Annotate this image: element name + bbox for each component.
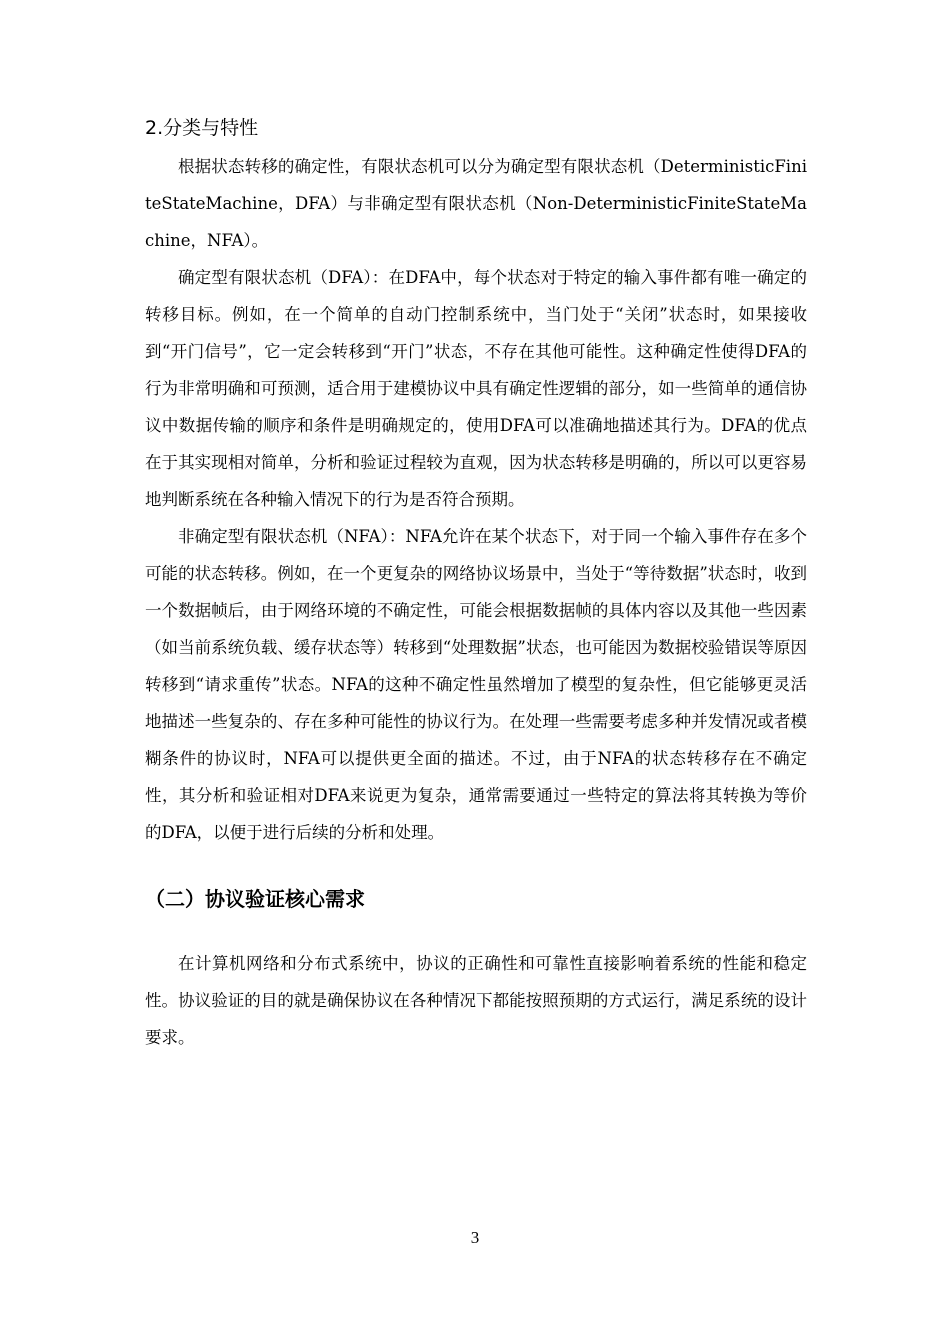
body-paragraph: 在计算机网络和分布式系统中，协议的正确性和可靠性直接影响着系统的性能和稳定性。协议验证的目的就是确保协议在各种情况下都能按照预期的方式运行，满足系统的设计要求。 xyxy=(145,954,807,1047)
body-paragraph: 确定型有限状态机（DFA）：在DFA中，每个状态对于特定的输入事件都有唯一确定的转移目标。例如，在一个简单的自动门控制系统中，当门处于“关闭”状态时，如果接收到“开门信号”，它一定会转移到“开门”状态，不存在其他可能性。这种确定性使得DFA的行为非常明确和可预测，适合用于建模协议中具有确定性逻辑的部分，如一些简单的通信协议中数据传输的顺序和条件是明确规定的，使用DFA可以准确地描述其行为。DFA的优点在于其实现相对简单，分析和验证过程较为直观，因为状态转移是明确的，所以可以更容易地判断系统在各种输入情况下的行为是否符合预期。 xyxy=(145,268,807,509)
subsection-heading: 2.分类与特性 xyxy=(145,117,259,139)
body-paragraph: 根据状态转移的确定性，有限状态机可以分为确定型有限状态机（DeterministicFiniteStateMachine，DFA）与非确定型有限状态机（Non-DeterministicFiniteStateMachine，NFA）。 xyxy=(145,157,807,250)
section-heading: （二）协议验证核心需求 xyxy=(145,887,365,911)
body-paragraph: 非确定型有限状态机（NFA）：NFA允许在某个状态下，对于同一个输入事件存在多个可能的状态转移。例如，在一个更复杂的网络协议场景中，当处于“等待数据”状态时，收到一个数据帧后，由于网络环境的不确定性，可能会根据数据帧的具体内容以及其他一些因素（如当前系统负载、缓存状态等）转移到“处理数据”状态，也可能因为数据校验错误等原因转移到“请求重传”状态。NFA的这种不确定性虽然增加了模型的复杂性，但它能够更灵活地描述一些复杂的、存在多种可能性的协议行为。在处理一些需要考虑多种并发情况或者模糊条件的协议时，NFA可以提供更全面的描述。不过，由于NFA的状态转移存在不确定性，其分析和验证相对DFA来说更为复杂，通常需要通过一些特定的算法将其转换为等价的DFA，以便于进行后续的分析和处理。 xyxy=(145,527,807,842)
page-number: 3 xyxy=(470,1228,480,1247)
page-content xyxy=(145,112,807,1056)
